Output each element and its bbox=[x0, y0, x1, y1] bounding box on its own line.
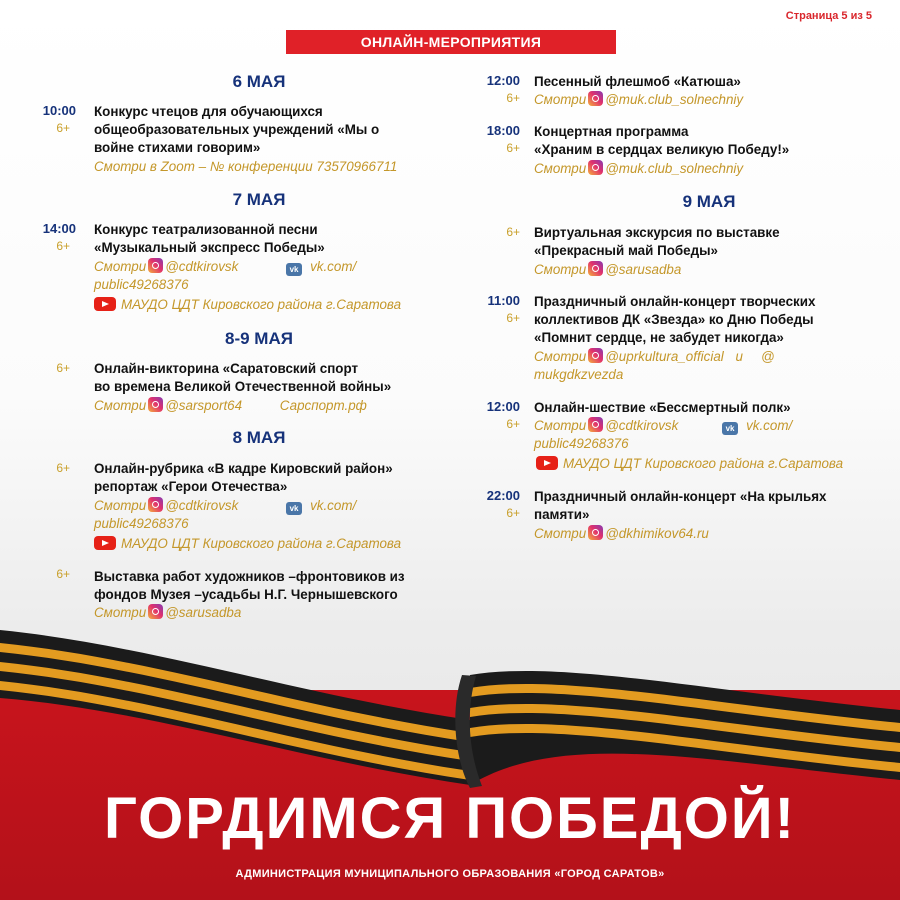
watch-label: Смотри bbox=[534, 526, 587, 541]
slogan: ГОРДИМСЯ ПОБЕДОЙ! bbox=[104, 786, 796, 851]
watch-links bbox=[534, 348, 775, 365]
vk-link[interactable]: vk.com/ bbox=[746, 418, 793, 433]
event-title: Онлайн-шествие «Бессмертный полк» bbox=[534, 400, 791, 415]
event-time: 12:00 bbox=[486, 399, 520, 414]
instagram-icon bbox=[588, 525, 603, 540]
event-time: 11:00 bbox=[487, 293, 520, 308]
age-rating: 6+ bbox=[506, 506, 520, 520]
event-time: 12:00 bbox=[486, 73, 520, 88]
event-title: Виртуальная экскурсия по выставке bbox=[534, 225, 780, 240]
event-title: Онлайн-викторина «Саратовский спорт bbox=[94, 361, 359, 376]
event-title: во времена Великой Отечественной войны» bbox=[94, 379, 392, 394]
watch-label: Смотри bbox=[534, 161, 587, 176]
youtube-icon bbox=[94, 297, 116, 311]
instagram-icon bbox=[588, 160, 603, 175]
youtube-icon bbox=[94, 536, 116, 550]
instagram-link[interactable]: @sarsport64 bbox=[165, 398, 243, 413]
vk-link[interactable]: vk.com/ bbox=[310, 259, 357, 274]
vk-icon: vk bbox=[286, 263, 302, 276]
watch-label: Смотри bbox=[94, 398, 147, 413]
youtube-channel[interactable] bbox=[94, 296, 401, 313]
instagram-link[interactable]: @uprkultura_official bbox=[605, 349, 724, 364]
vk-link-cont[interactable]: public49268376 bbox=[94, 277, 189, 292]
event-title: общеобразовательных учреждений «Мы о bbox=[94, 122, 380, 137]
age-rating: 6+ bbox=[506, 91, 520, 105]
event-time: 18:00 bbox=[486, 123, 520, 138]
instagram-icon bbox=[148, 258, 163, 273]
instagram-icon bbox=[588, 417, 603, 432]
event-title: Праздничный онлайн-концерт творческих bbox=[534, 294, 816, 309]
watch-links bbox=[534, 91, 743, 108]
event-title: Праздничный онлайн-концерт «На крыльях bbox=[534, 489, 827, 504]
watch-label: Смотри bbox=[94, 259, 147, 274]
vk-icon: vk bbox=[286, 502, 302, 515]
instagram-link[interactable]: mukgdkzvezda bbox=[534, 367, 624, 382]
youtube-channel-label: МАУДО ЦДТ Кировского района г.Саратова bbox=[121, 536, 402, 551]
instagram-icon bbox=[588, 348, 603, 363]
watch-label: Смотри bbox=[94, 498, 147, 513]
watch-links bbox=[94, 497, 356, 515]
watch-links bbox=[534, 261, 681, 278]
instagram-icon bbox=[148, 497, 163, 512]
watch-links bbox=[534, 525, 709, 542]
page-counter: Страница 5 из 5 bbox=[785, 10, 872, 22]
instagram-icon bbox=[588, 261, 603, 276]
instagram-link[interactable]: @cdtkirovsk bbox=[605, 418, 679, 433]
youtube-channel-label: МАУДО ЦДТ Кировского района г.Саратова bbox=[563, 456, 844, 471]
event-title: войне стихами говорим» bbox=[94, 140, 261, 155]
watch-label: Смотри bbox=[94, 605, 147, 620]
day-heading: 7 МАЯ bbox=[232, 190, 286, 209]
event-title: Песенный флешмоб «Катюша» bbox=[534, 74, 741, 89]
watch-label: Смотри bbox=[534, 418, 587, 433]
vk-link-cont[interactable]: public49268376 bbox=[534, 436, 629, 451]
watch-label: Смотри bbox=[534, 349, 587, 364]
age-rating: 6+ bbox=[56, 121, 70, 135]
youtube-channel[interactable] bbox=[536, 455, 843, 472]
day-heading: 6 МАЯ bbox=[232, 72, 286, 91]
event-title: Концертная программа bbox=[534, 124, 689, 139]
age-rating: 6+ bbox=[56, 239, 70, 253]
day-heading: 9 МАЯ bbox=[682, 192, 736, 211]
day-heading: 8 МАЯ bbox=[232, 428, 286, 447]
event-title: «Музыкальный экспресс Победы» bbox=[94, 240, 325, 255]
age-rating: 6+ bbox=[506, 141, 520, 155]
event-title: Конкурс чтецов для обучающихся bbox=[94, 104, 323, 119]
instagram-link[interactable]: @sarusadba bbox=[605, 262, 682, 277]
event-title: коллективов ДК «Звезда» ко Дню Победы bbox=[534, 312, 814, 327]
age-rating: 6+ bbox=[56, 567, 70, 581]
event-title: фондов Музея –усадьбы Н.Г. Чернышевского bbox=[94, 587, 398, 602]
event-time: 22:00 bbox=[486, 488, 520, 503]
instagram-link[interactable]: @cdtkirovsk bbox=[165, 498, 239, 513]
website-link[interactable]: Сарспорт.рф bbox=[279, 398, 367, 413]
instagram-link[interactable]: @sarusadba bbox=[165, 605, 242, 620]
watch-links bbox=[94, 397, 367, 414]
vk-icon: vk bbox=[722, 422, 738, 435]
and-text: и bbox=[735, 349, 743, 364]
youtube-icon bbox=[536, 456, 558, 470]
instagram-link[interactable]: @cdtkirovsk bbox=[165, 259, 239, 274]
event-title: Выставка работ художников –фронтовиков из bbox=[94, 569, 405, 584]
zoom-link[interactable]: Смотри в Zoom – № конференции 73570966711 bbox=[94, 159, 398, 174]
age-rating: 6+ bbox=[56, 461, 70, 475]
watch-links bbox=[534, 160, 743, 177]
instagram-link[interactable]: @dkhimikov64.ru bbox=[605, 526, 709, 541]
event-title: Онлайн-рубрика «В кадре Кировский район» bbox=[94, 461, 393, 476]
instagram-link[interactable]: @muk.club_solnechniy bbox=[605, 161, 744, 176]
age-rating: 6+ bbox=[506, 225, 520, 239]
watch-links bbox=[534, 417, 792, 435]
at-sign: @ bbox=[760, 349, 775, 364]
event-time: 14:00 bbox=[42, 221, 76, 236]
event-title: «Помнит сердце, не забудет никогда» bbox=[534, 330, 784, 345]
event-title: памяти» bbox=[534, 507, 590, 522]
event-title: Конкурс театрализованной песни bbox=[94, 222, 318, 237]
section-header: ОНЛАЙН-МЕРОПРИЯТИЯ bbox=[286, 30, 616, 54]
watch-links bbox=[94, 258, 356, 276]
instagram-icon bbox=[148, 397, 163, 412]
vk-link[interactable]: vk.com/ bbox=[310, 498, 357, 513]
instagram-link[interactable]: @muk.club_solnechniy bbox=[605, 92, 744, 107]
youtube-channel-label: МАУДО ЦДТ Кировского района г.Саратова bbox=[121, 297, 402, 312]
watch-label: Смотри bbox=[534, 262, 587, 277]
vk-link-cont[interactable]: public49268376 bbox=[94, 516, 189, 531]
youtube-channel[interactable] bbox=[94, 535, 401, 552]
age-rating: 6+ bbox=[56, 361, 70, 375]
event-title: репортаж «Герои Отечества» bbox=[94, 479, 288, 494]
age-rating: 6+ bbox=[506, 311, 520, 325]
age-rating: 6+ bbox=[506, 417, 520, 431]
instagram-icon bbox=[588, 91, 603, 106]
watch-label: Смотри bbox=[534, 92, 587, 107]
event-title: «Храним в сердцах великую Победу!» bbox=[534, 142, 790, 157]
event-title: «Прекрасный май Победы» bbox=[534, 243, 718, 258]
footer-administration: АДМИНИСТРАЦИЯ МУНИЦИПАЛЬНОГО ОБРАЗОВАНИЯ «ГОРОД САРАТОВ» bbox=[235, 868, 665, 880]
day-heading: 8-9 МАЯ bbox=[225, 329, 293, 348]
event-time: 10:00 bbox=[42, 103, 76, 118]
